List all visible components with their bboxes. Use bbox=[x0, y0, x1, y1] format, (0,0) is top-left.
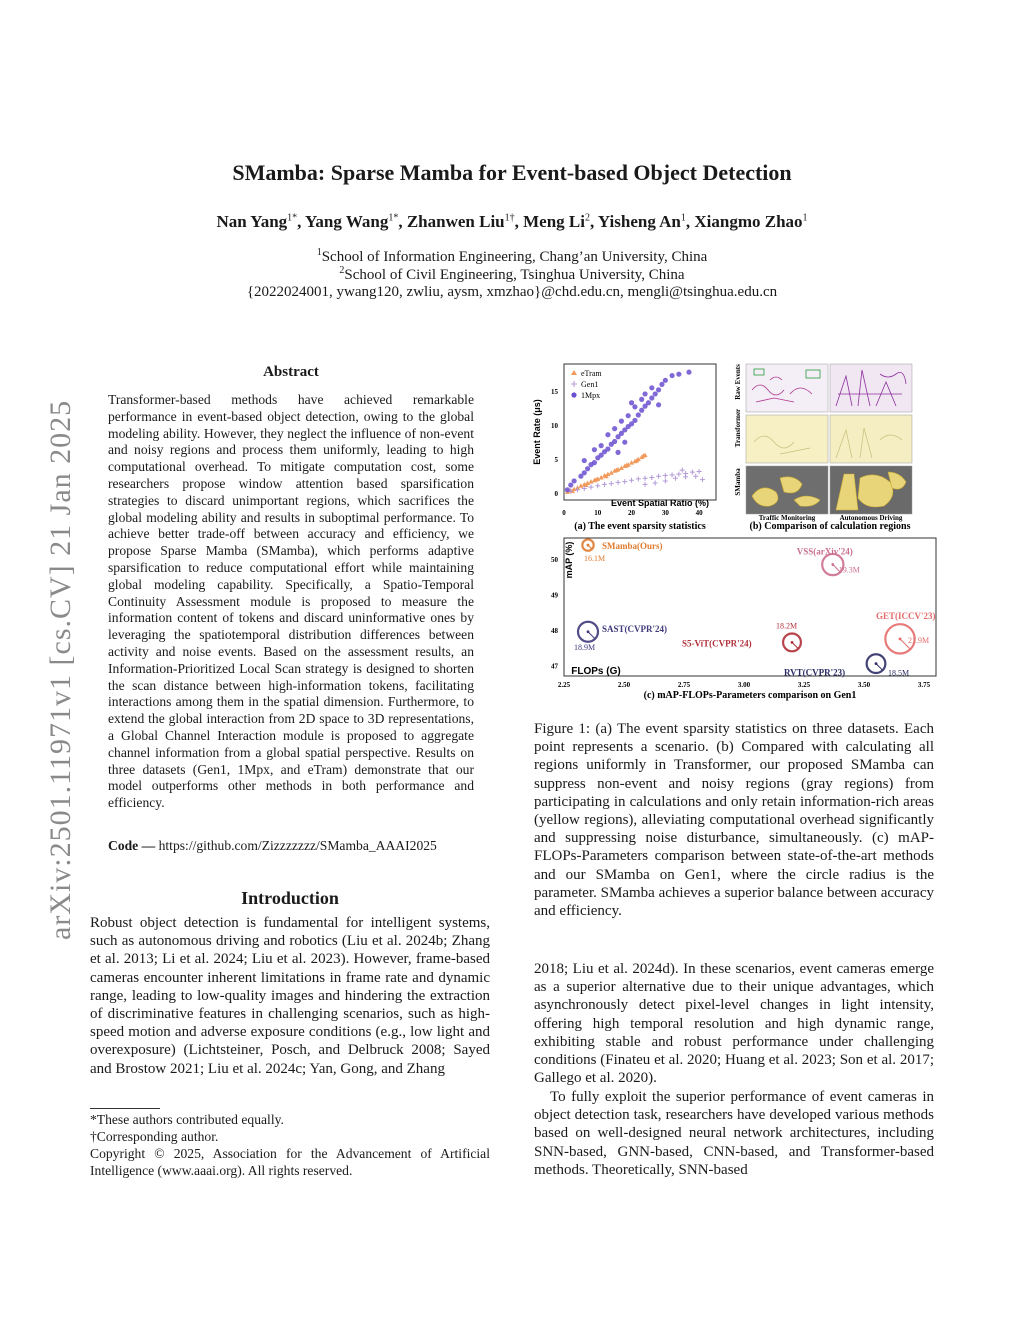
bubble-params-SMamba(Ours): 16.1M bbox=[584, 554, 606, 564]
point-1Mpx bbox=[626, 413, 631, 418]
right-paragraph-2: To fully exploit the superior performance of event cameras in object detection task, researchers have developed various methods based on well-designed neural network architectures, including SNN-based, GNN-based, CNN-based, and Transformer-based methods. Theoretically, SNN-based bbox=[534, 1089, 934, 1178]
point-1Mpx bbox=[605, 446, 610, 451]
author-name: Xiangmo Zhao bbox=[694, 212, 803, 231]
panel-c-xtick: 3.50 bbox=[857, 681, 871, 689]
affiliation-1-sup: 1 bbox=[316, 247, 322, 258]
point-1Mpx bbox=[632, 404, 637, 409]
panel-c-map-flops-chart bbox=[551, 538, 936, 701]
point-1Mpx bbox=[599, 443, 604, 448]
panel-c-xtick: 2.75 bbox=[677, 681, 691, 689]
panel-c-xtick: 3.75 bbox=[917, 681, 931, 689]
author-sup: 1 bbox=[680, 212, 686, 224]
point-1Mpx bbox=[642, 391, 647, 396]
point-1Mpx bbox=[585, 466, 590, 471]
figure-1-caption: Figure 1: (a) The event sparsity statistics on three datasets. Each point represents a scenario. (b) Compared with calculating all regions uniformly in Transformer, our proposed SMamba can suppress non-event and noisy regions (gray regions) from participating in calculations and only retain information-rich areas (yellow regions), alleviating computational overhead significantly and suppressing noise disturbance, simultaneously. (c) mAP-FLOPs-Parameters comparison between state-of-the-art methods and our SMamba on Gen1, where the circle radius is the parameter. SMamba achieves a superior balance between accuracy and efficiency. bbox=[534, 721, 934, 920]
point-1Mpx bbox=[565, 487, 570, 492]
panel-a-sparsity-chart bbox=[532, 364, 716, 532]
point-1Mpx bbox=[669, 373, 674, 378]
point-1Mpx bbox=[612, 439, 617, 444]
bubble-params-SAST(CVPR'24): 18.9M bbox=[574, 642, 596, 652]
point-1Mpx bbox=[649, 385, 654, 390]
point-1Mpx bbox=[649, 395, 654, 400]
point-1Mpx bbox=[663, 378, 668, 383]
panel-c-xtick: 3.25 bbox=[797, 681, 811, 689]
panel-a-ylabel: Event Rate (μs) bbox=[532, 399, 542, 465]
author-emails: {2022024001, ywang120, zwliu, aysm, xmzhao}@chd.edu.cn, mengli@tsinghua.edu.cn bbox=[246, 284, 778, 300]
panel-c-ytick: 49 bbox=[551, 591, 558, 600]
footnote-equal: *These authors contributed equally. bbox=[90, 1112, 284, 1127]
point-1Mpx bbox=[656, 387, 661, 392]
affiliation-2-sup: 2 bbox=[339, 265, 345, 276]
point-1Mpx bbox=[636, 412, 641, 417]
panel-c-xtick: 2.50 bbox=[617, 681, 631, 689]
abstract-text: Transformer-based methods have achieved remarkable performance in event-based object detection, owing to the global modeling ability. However, they neglect the influence of non-event and noisy regions and process them uniformly, leading to high computational overhead. To mitigate computation cost, some researchers propose window attention based sparsification strategies to discard unimportant regions, which sacrifices the global modeling ability and results in suboptimal performance. To achieve better trade-off between accuracy and efficiency, we propose Sparse Mamba (SMamba), which performs adaptive sparsification to reduce computational effort while maintaining global modeling capability. Specifically, a Spatio-Temporal Continuity Assessment module is proposed to measure the information content of tokens and discard uninformative ones by leveraging the spatiotemporal distribution differences between activity and noise events. Based on the assessment results, an Information-Prioritized Local Scan strategy is designed to shorten the scan distance between high-information tokens, facilitating interactions among them in the spatial dimension. Furthermore, to extend the global interaction from 2D space to 3D representations, a Global Channel Interaction module is proposed to aggregate channel information from a global spatial perspective. Results on three datasets (Gen1, 1Mpx, and eTram) demonstrate that our model outperforms other methods in both performance and efficiency. bbox=[108, 392, 474, 811]
point-1Mpx bbox=[632, 418, 637, 423]
panel-a-ytick: 0 bbox=[554, 490, 558, 499]
panel-c-xtick: 3.00 bbox=[737, 681, 751, 689]
bubble-params-VSS(arXiv'24): 19.3M bbox=[838, 565, 860, 575]
legend-marker-1Mpx bbox=[571, 392, 576, 397]
right-paragraph-1: 2018; Liu et al. 2024d). In these scenarios, event cameras emerge as a superior alternative due to their unique advantages, which asynchronously detect pixel-level changes in light intensity, offering high temporal resolution and high dynamic range, exhibiting stable and robust performance under challenging conditions (Finateu et al. 2020; Huang et al. 2023; Son et al. 2017; Gallego et al. 2020). bbox=[534, 961, 934, 1087]
panel-a-ytick: 10 bbox=[551, 422, 558, 431]
point-1Mpx bbox=[568, 482, 573, 487]
panel-b-region-comparison bbox=[734, 364, 912, 532]
author-sup: 1* bbox=[287, 212, 298, 224]
transformer-driving bbox=[830, 415, 912, 463]
abstract-heading: Abstract bbox=[263, 364, 319, 380]
author-sup: 1 bbox=[802, 212, 808, 224]
author-sup: 1† bbox=[504, 212, 515, 224]
point-1Mpx bbox=[639, 408, 644, 413]
point-1Mpx bbox=[619, 419, 624, 424]
author-name: Yisheng An bbox=[597, 212, 681, 231]
bubble-label-RVT(CVPR'23): RVT(CVPR'23) bbox=[784, 667, 846, 678]
panel-a-xlabel: Event Spatial Ratio (%) bbox=[610, 498, 710, 508]
panel-b-col-traffic: Traffic Monitoring bbox=[758, 514, 816, 522]
panel-b-label-transformer: Transformer bbox=[734, 408, 742, 448]
point-1Mpx bbox=[646, 400, 651, 405]
bubble-label-SMamba(Ours): SMamba(Ours) bbox=[602, 541, 663, 552]
panel-b-label-smamba: SMamba bbox=[734, 468, 742, 496]
footnote-rule bbox=[90, 1108, 160, 1109]
legend-label-eTram: eTram bbox=[581, 369, 602, 378]
intro-text: Robust object detection is fundamental for intelligent systems, such as autonomous driving and robotics (Liu et al. 2024b; Zhang et al. 2013; Li et al. 2024; Liu et al. 2023). However, frame-based cameras encounter inherent limitations in frame rate and dynamic range, leading to low-quality images and hindering the extraction of discriminative features in challenging scenarios, such as high-speed motion and adverse exposure conditions (e.g., low light and overexposure) (Lichtsteiner, Posch, and Delbruck 2008; Sayed and Brostow 2021; Liu et al. 2024c; Yan, Gong, and Zhang bbox=[90, 915, 490, 1077]
panel-a-xtick: 0 bbox=[562, 509, 566, 517]
point-1Mpx bbox=[656, 402, 661, 407]
code-label: Code — bbox=[108, 838, 156, 853]
legend-label-1Mpx: 1Mpx bbox=[581, 391, 601, 400]
transformer-traffic bbox=[746, 415, 828, 463]
author-name: Nan Yang bbox=[216, 212, 288, 231]
code-url[interactable]: https://github.com/Zizzzzzzz/SMamba_AAAI2025 bbox=[158, 838, 437, 853]
affiliation-2-text: School of Civil Engineering, Tsinghua University, China bbox=[344, 267, 685, 283]
point-1Mpx bbox=[653, 391, 658, 396]
author-name: Meng Li bbox=[523, 212, 585, 231]
panel-b-label-raw: Raw Events bbox=[734, 364, 742, 400]
panel-a-xtick: 40 bbox=[695, 509, 703, 517]
affiliation-1-text: School of Information Engineering, Chang’an University, China bbox=[321, 249, 708, 265]
point-1Mpx bbox=[639, 397, 644, 402]
panel-c-ytick: 47 bbox=[551, 662, 558, 671]
bubble-label-GET(ICCV'23): GET(ICCV'23) bbox=[876, 610, 936, 621]
footnote-corresponding: †Corresponding author. bbox=[90, 1129, 219, 1144]
panel-c-ylabel: mAP (%) bbox=[564, 541, 574, 579]
bubble-params-S5-ViT(CVPR'24): 18.2M bbox=[776, 621, 798, 631]
panel-c-ytick: 50 bbox=[551, 556, 558, 565]
arxiv-id: arXiv:2501.11971v1 [cs.CV] 21 Jan 2025 bbox=[44, 399, 77, 940]
bubble-params-GET(ICCV'23): 21.9M bbox=[908, 635, 930, 645]
raw-events-traffic bbox=[746, 364, 828, 412]
figure-1 bbox=[530, 360, 940, 705]
point-1Mpx bbox=[572, 478, 577, 483]
point-1Mpx bbox=[592, 460, 597, 465]
bubble-label-S5-ViT(CVPR'24): S5-ViT(CVPR'24) bbox=[682, 638, 752, 649]
point-1Mpx bbox=[605, 432, 610, 437]
author-name: Yang Wang bbox=[305, 212, 389, 231]
bubble-label-VSS(arXiv'24): VSS(arXiv'24) bbox=[796, 546, 853, 557]
paper-title: SMamba: Sparse Mamba for Event-based Object Detection bbox=[232, 160, 792, 185]
panel-c-title: (c) mAP-FLOPs-Parameters comparison on Gen1 bbox=[643, 690, 857, 701]
panel-b-caption: (b) Comparison of calculation regions bbox=[749, 521, 911, 532]
point-1Mpx bbox=[686, 370, 691, 375]
author-sup: 1* bbox=[388, 212, 399, 224]
point-1Mpx bbox=[592, 447, 597, 452]
panel-a-ytick: 15 bbox=[551, 388, 558, 397]
point-1Mpx bbox=[629, 400, 634, 405]
bubble-label-SAST(CVPR'24): SAST(CVPR'24) bbox=[602, 623, 668, 634]
panel-c-xlabel: FLOPs (G) bbox=[571, 666, 621, 677]
arxiv-sidebar bbox=[14, 380, 77, 960]
author-name: Zhanwen Liu bbox=[406, 212, 505, 231]
panel-a-xtick: 10 bbox=[594, 509, 602, 517]
point-1Mpx bbox=[622, 440, 627, 445]
author-list: Nan Yang$^{1*}$, Yang Wang$^{1*}$, Zhanwen Liu$^{1\dagger}$, Meng Li$^2$, Yisheng An$^1$, Xiangmo Zhao$^1$ bbox=[216, 212, 808, 231]
point-1Mpx bbox=[676, 372, 681, 377]
legend-label-Gen1: Gen1 bbox=[581, 380, 599, 389]
panel-b-col-driving: Autonomous Driving bbox=[839, 514, 903, 522]
point-1Mpx bbox=[659, 382, 664, 387]
panel-a-ytick: 5 bbox=[554, 456, 558, 465]
affiliation-2 bbox=[0, 262, 1024, 284]
panel-c-xtick: 2.25 bbox=[557, 681, 571, 689]
point-1Mpx bbox=[582, 470, 587, 475]
author-sup: 2 bbox=[585, 212, 590, 224]
panel-a-title: (a) The event sparsity statistics bbox=[574, 521, 706, 532]
footnote-copyright: Copyright © 2025, Association for the Advancement of Artificial Intelligence (www.aaai.org). All rights reserved. bbox=[90, 1146, 490, 1178]
bubble-params-RVT(CVPR'23): 18.5M bbox=[888, 668, 910, 678]
point-1Mpx bbox=[612, 426, 617, 431]
panel-c-ytick: 48 bbox=[551, 627, 558, 635]
intro-heading: Introduction bbox=[241, 888, 339, 908]
panel-a-xtick: 20 bbox=[628, 509, 636, 517]
panel-a-xtick: 30 bbox=[661, 509, 669, 517]
code-line bbox=[108, 838, 474, 854]
point-1Mpx bbox=[582, 458, 587, 463]
point-1Mpx bbox=[615, 450, 620, 455]
